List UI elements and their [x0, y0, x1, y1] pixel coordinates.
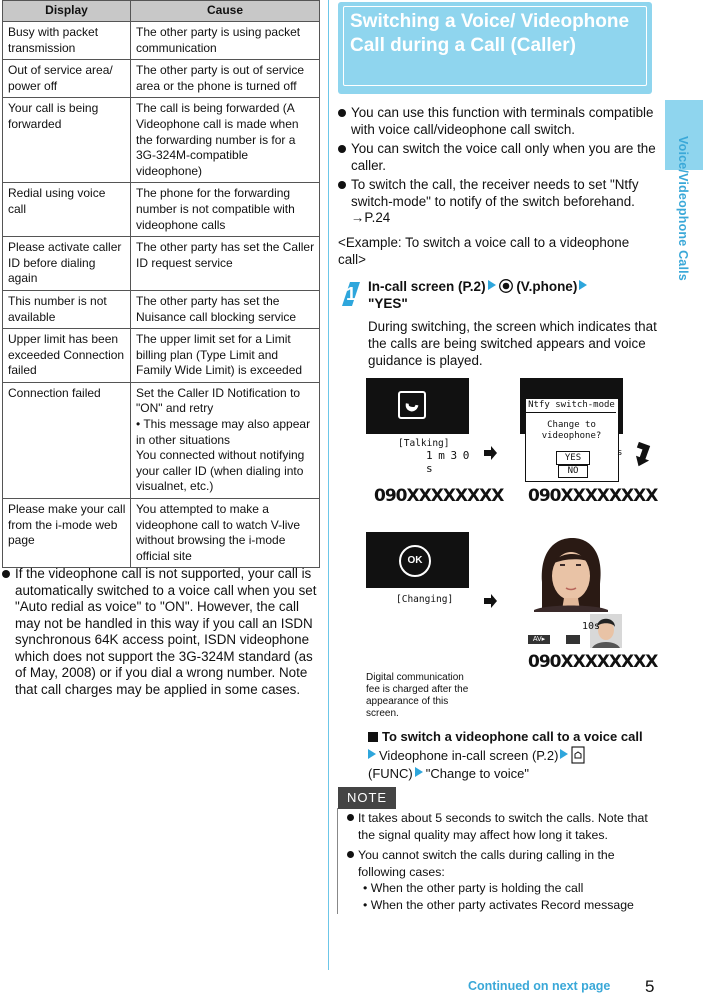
step-part1: In-call screen (P.2) [368, 279, 486, 294]
table-row [3, 499, 320, 568]
bullet-dot [347, 814, 354, 821]
arrow-icon [560, 749, 568, 759]
step-part2: (V.phone) [512, 279, 578, 294]
step-instruction [368, 278, 658, 312]
sub-instruction [368, 728, 663, 783]
error-display-table [2, 0, 320, 568]
section-title-box [338, 2, 652, 94]
table-header-display: Display [3, 1, 131, 22]
arrow-icon [579, 280, 587, 290]
cause-cell: The other party has set the Nuisance call blocking service [131, 290, 320, 328]
intro-bullets [338, 105, 658, 227]
cause-cell: The call is being forwarded (A Videophone call is made when the forwarding number is for a 3G-324M-compatible videophone) [131, 98, 320, 183]
videophone-screen [520, 532, 658, 672]
dialog-text-1: Change to [547, 420, 596, 430]
camera-icon [566, 635, 580, 644]
dialog-title: Ntfy switch-mode [528, 400, 615, 410]
display-cell: Out of service area/ power off [3, 60, 131, 98]
sub-part1: Videophone in-call screen (P.2) [379, 748, 559, 763]
caller-portrait [520, 532, 623, 670]
arrow-icon [488, 280, 496, 290]
bullet-text: To switch the call, the receiver needs to set "Ntfy switch-mode" to notify of the switch beforehand. →P.24 [351, 177, 639, 225]
phone-number: 090XXXXXXXX [528, 652, 658, 672]
display-cell: Busy with packet transmission [3, 22, 131, 60]
table-row [3, 290, 320, 328]
ok-icon: OK [399, 545, 431, 577]
cause-cell: The other party is using packet communication [131, 22, 320, 60]
yes-button[interactable]: YES [556, 451, 590, 465]
center-key-icon [499, 279, 513, 293]
video-timer: 10s [582, 621, 601, 632]
cause-cell: The other party is out of service area or the phone is turned off [131, 60, 320, 98]
auto-redial-note [2, 566, 320, 698]
av-mode-icon: AV▸ [528, 635, 550, 644]
bullet-dot [338, 109, 346, 117]
table-header-cause: Cause [131, 1, 320, 22]
display-cell: Upper limit has been exceeded Connection failed [3, 329, 131, 383]
display-cell: Your call is being forwarded [3, 98, 131, 183]
changing-label: [Changing] [396, 594, 454, 605]
arrow-icon [368, 749, 376, 759]
no-button[interactable]: NO [558, 465, 588, 478]
column-divider [328, 0, 329, 970]
changing-screen [366, 532, 469, 670]
step-description: During switching, the screen which indicates that the calls are being switched appears and voice guidance is played. [368, 319, 657, 368]
table-row [3, 183, 320, 237]
continue-arrow-icon [631, 440, 653, 468]
cause-cell: The phone for the forwarding number is not compatible with videophone calls [131, 183, 320, 237]
table-row [3, 329, 320, 383]
arrow-icon [415, 767, 423, 777]
table-row [3, 22, 320, 60]
display-cell: Please make your call from the i-mode web page [3, 499, 131, 568]
cause-cell: Set the Caller ID Notification to "ON" and retry • This message may also appear in other situations You connected without notifying your caller ID (when dialing into visualnet, etc.) [131, 382, 320, 498]
bullet-dot [338, 181, 346, 189]
step-number-icon [338, 278, 362, 308]
step-part3: "YES" [368, 296, 408, 311]
note-label: NOTE [338, 787, 396, 809]
cause-cell: You attempted to make a videophone call to watch V-live without browsing the i-mode official site [131, 499, 320, 568]
phone-number: 090XXXXXXXX [374, 486, 504, 506]
square-bullet-icon [368, 732, 378, 742]
display-cell: This number is not available [3, 290, 131, 328]
sub-part2: (FUNC) [368, 766, 413, 781]
note-item: It takes about 5 seconds to switch the calls. Note that the signal quality may affect how long it takes. [358, 811, 648, 842]
call-timer: 1 m 3 0 s [426, 449, 469, 475]
section-title: Switching a Voice/ Videophone Call during a Call (Caller) [343, 6, 647, 86]
bullet-dot [338, 145, 346, 153]
bullet-text: You can use this function with terminals compatible with voice call/videophone call switch. [351, 105, 654, 137]
talking-screen [366, 378, 504, 516]
func-key-icon [571, 746, 585, 764]
sub-part3: "Change to voice" [425, 766, 529, 781]
continued-note: Continued on next page [468, 979, 611, 993]
dialog-text-2: videophone? [541, 431, 602, 441]
page-number: 5 [645, 977, 655, 996]
table-row [3, 382, 320, 498]
display-cell: Please activate caller ID before dialing again [3, 237, 131, 291]
chapter-label: Voice/Videophone Calls [676, 136, 690, 281]
table-row [3, 60, 320, 98]
note-border [337, 808, 339, 914]
talking-label: [Talking] [398, 438, 450, 449]
phone-number: 090XXXXXXXX [528, 486, 658, 506]
flow-arrow-icon [482, 593, 498, 609]
cause-cell: The upper limit set for a Limit billing plan (Type Limit and Family Wide Limit) is exceeded [131, 329, 320, 383]
note-content: It takes about 5 seconds to switch the calls. Note that the signal quality may affect how long it takes. You cannot switch the calls during calling in the following cases: • When the other party is holding the call • When the other party activates Record message [347, 810, 662, 913]
note-item: You cannot switch the calls during calling in the following cases: [358, 848, 615, 879]
digital-fee-note: Digital communication fee is charged after the appearance of this screen. [366, 672, 469, 719]
display-cell: Connection failed [3, 382, 131, 498]
example-heading: <Example: To switch a voice call to a videophone call> [338, 235, 630, 267]
display-cell: Redial using voice call [3, 183, 131, 237]
flow-arrow-icon [482, 445, 498, 461]
bullet-dot [347, 851, 354, 858]
step-number: 1 [345, 284, 357, 304]
bullet-dot [2, 570, 10, 578]
bullet-text: You can switch the voice call only when you are the caller. [351, 141, 656, 173]
table-row [3, 237, 320, 291]
sub-instruction-title: To switch a videophone call to a voice call [382, 729, 643, 744]
table-row [3, 98, 320, 183]
note-subitem: When the other party is holding the call [370, 881, 584, 895]
auto-redial-text: If the videophone call is not supported, your call is automatically switched to a voice call when you set "Auto redial as voice" to "ON". However, the call may not be handled in this way if you call an ISDN synchronous 64K access point, ISDN videophone which does not support the 3G-324M standard (as of May, 2008) or if you dial a wrong number. Note that call charges may be applied in some cases. [15, 566, 317, 697]
note-subitem: When the other party activates Record message [370, 897, 634, 912]
switch-confirm-screen: Ntfy switch-mode Change to videophone? YES NO s 090XXXXXXXX [520, 378, 623, 516]
cause-cell: The other party has set the Caller ID request service [131, 237, 320, 291]
phone-icon [398, 391, 426, 419]
